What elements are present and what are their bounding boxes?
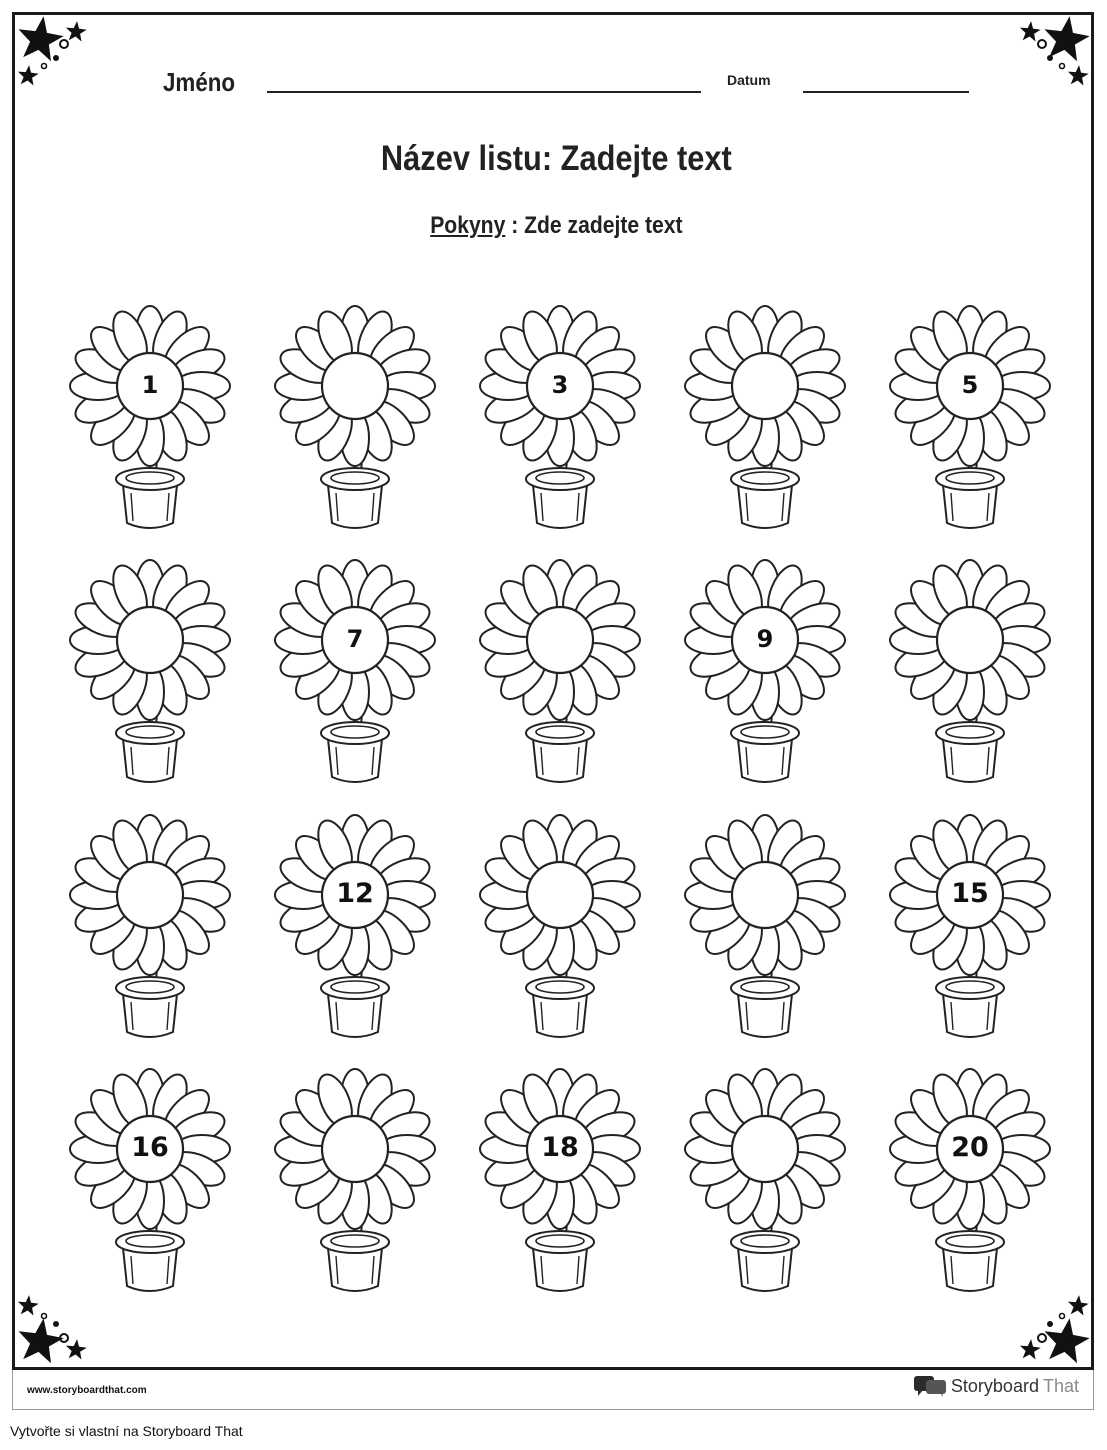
flower-pot-icon <box>475 557 645 797</box>
flower-pot-icon <box>885 812 1055 1052</box>
flower-pot-icon <box>65 1066 235 1306</box>
flower-item <box>65 1066 235 1306</box>
brand-accent: That <box>1042 1375 1079 1396</box>
flower-pot-icon <box>270 557 440 797</box>
flower-item <box>270 812 440 1052</box>
flower-pot-icon <box>680 812 850 1052</box>
date-line <box>803 91 969 93</box>
page-title-text: Název listu: Zadejte text <box>380 139 732 178</box>
flower-number[interactable]: 16 <box>131 1132 169 1164</box>
instructions <box>15 212 1097 240</box>
star-cluster-icon <box>14 1288 94 1373</box>
flower-number[interactable]: 9 <box>756 625 774 654</box>
flower-pot-icon <box>65 812 235 1052</box>
flower-item <box>475 1066 645 1306</box>
flower-item <box>475 303 645 543</box>
footer-bar <box>12 1370 1094 1410</box>
flower-number[interactable]: 18 <box>541 1132 579 1164</box>
name-line <box>267 91 701 93</box>
flower-number[interactable]: 15 <box>951 878 989 910</box>
flower-item <box>65 812 235 1052</box>
flower-pot-icon <box>885 1066 1055 1306</box>
flower-pot-icon <box>270 812 440 1052</box>
footer-url[interactable]: www.storyboardthat.com <box>27 1385 147 1396</box>
flower-pot-icon <box>475 812 645 1052</box>
flower-item <box>65 303 235 543</box>
flower-number[interactable]: 20 <box>951 1132 989 1164</box>
flower-pot-icon <box>475 1066 645 1306</box>
flower-number[interactable]: 1 <box>141 371 159 400</box>
flower-number[interactable]: 3 <box>551 371 569 400</box>
brand-logo[interactable] <box>913 1374 1079 1398</box>
flower-item <box>680 557 850 797</box>
flower-item <box>885 812 1055 1052</box>
flower-item <box>680 812 850 1052</box>
instructions-inner <box>430 212 682 240</box>
flower-item <box>475 557 645 797</box>
credit-text[interactable]: Vytvořte si vlastní na Storyboard That <box>10 1423 243 1439</box>
date-label: Datum <box>727 72 771 88</box>
page-title <box>15 139 1097 179</box>
worksheet-page <box>12 12 1094 1370</box>
flower-item <box>885 1066 1055 1306</box>
instructions-label: Pokyny <box>429 212 505 239</box>
flower-pot-icon <box>475 303 645 543</box>
flower-item <box>270 1066 440 1306</box>
flower-item <box>475 812 645 1052</box>
instructions-text: Zde zadejte text <box>523 212 683 239</box>
flower-item <box>270 557 440 797</box>
flower-item <box>270 303 440 543</box>
flower-item <box>680 303 850 543</box>
flower-pot-icon <box>65 303 235 543</box>
star-cluster-icon <box>1012 14 1092 99</box>
flower-number[interactable]: 7 <box>346 625 364 654</box>
flower-pot-icon <box>65 557 235 797</box>
flower-number[interactable]: 5 <box>961 371 979 400</box>
flower-item <box>65 557 235 797</box>
flower-pot-icon <box>885 557 1055 797</box>
flower-pot-icon <box>680 303 850 543</box>
flower-number[interactable]: 12 <box>336 878 374 910</box>
flower-item <box>680 1066 850 1306</box>
star-cluster-icon <box>1012 1288 1092 1373</box>
instructions-separator: : <box>504 212 524 239</box>
flower-pot-icon <box>680 1066 850 1306</box>
flower-item <box>885 557 1055 797</box>
flower-item <box>885 303 1055 543</box>
speech-bubbles-icon <box>913 1374 947 1398</box>
brand-main: Storyboard <box>950 1375 1039 1396</box>
star-cluster-icon <box>14 14 94 99</box>
flower-pot-icon <box>270 1066 440 1306</box>
flower-pot-icon <box>270 303 440 543</box>
flower-pot-icon <box>885 303 1055 543</box>
flower-pot-icon <box>680 557 850 797</box>
name-label: Jméno <box>163 67 236 97</box>
